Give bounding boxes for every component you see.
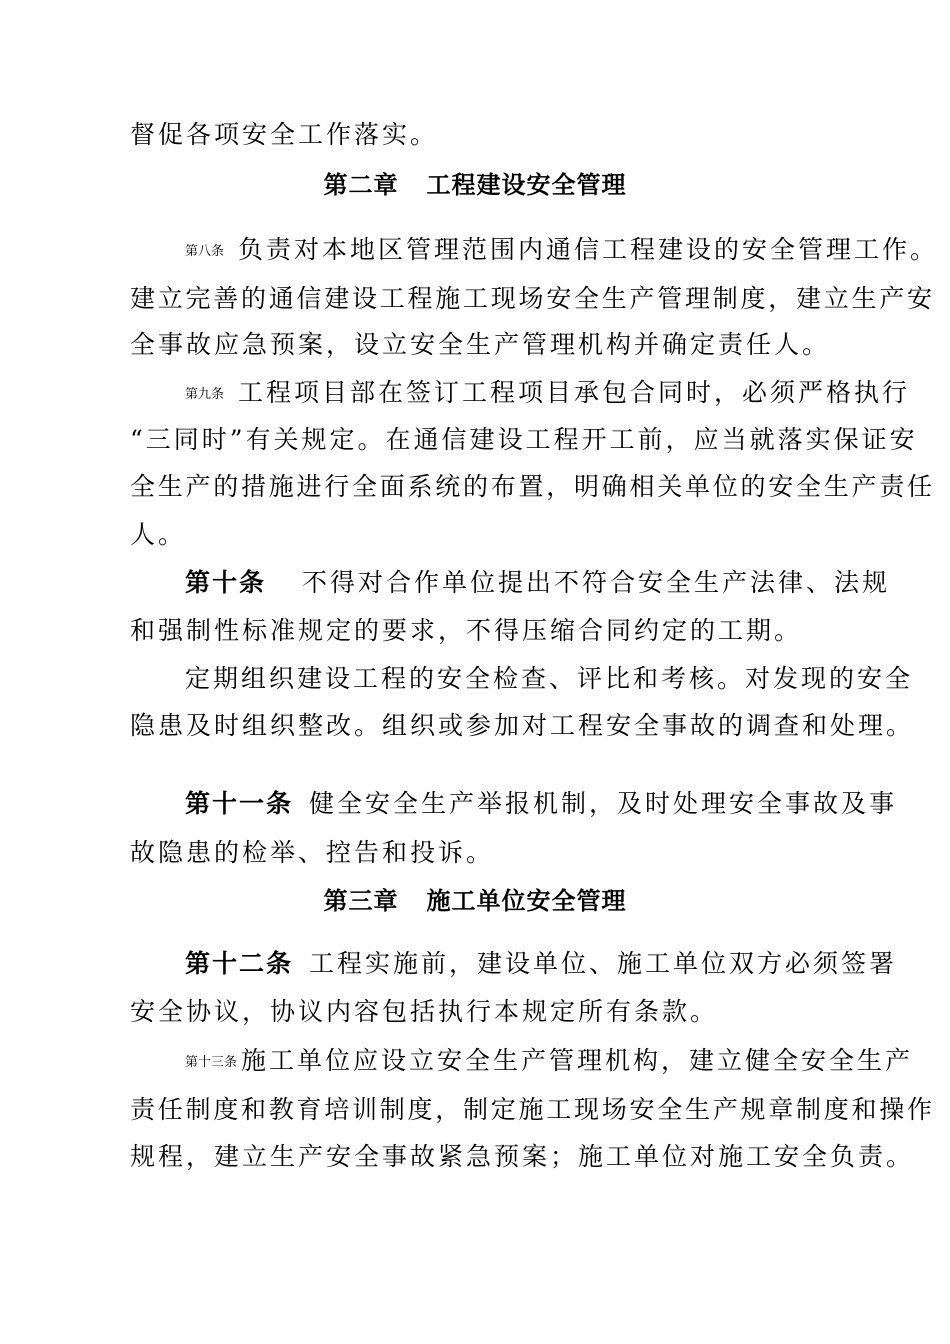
line-text: 全事故应急预案，设立安全生产管理机构并确定责任人。 <box>130 330 831 359</box>
article-label: 第十一条 <box>185 789 294 818</box>
paragraph-line <box>130 470 935 504</box>
line-text: 安全协议，协议内容包括执行本规定所有条款。 <box>130 997 719 1026</box>
paragraph-line <box>130 423 918 457</box>
article-10-line <box>185 566 890 600</box>
line-text: 督促各项安全工作落实。 <box>130 120 439 149</box>
paragraph-line <box>185 662 913 696</box>
line-text: “三同时”有关规定。在通信建设工程开工前，应当就落实保证安 <box>130 425 918 454</box>
article-label: 第八条 <box>185 244 225 259</box>
line-text: 规程，建立生产安全事故紧急预案；施工单位对施工安全负责。 <box>130 1142 915 1171</box>
chapter-number: 第二章 <box>323 170 399 199</box>
line-text: 责任制度和教育培训制度，制定施工现场安全生产规章制度和操作 <box>130 1095 935 1124</box>
article-8-line <box>185 233 938 269</box>
line-text: 人。 <box>130 520 187 549</box>
paragraph-line <box>130 995 718 1029</box>
line-text: 和强制性标准规定的要求，不得压缩合同约定的工期。 <box>130 616 803 645</box>
line-text: 建立完善的通信建设工程施工现场安全生产管理制度，建立生产安 <box>130 284 935 313</box>
line-text: 工程项目部在签订工程项目承包合同时，必须严格执行 <box>238 378 911 407</box>
chapter-three-heading <box>0 884 950 918</box>
paragraph-line <box>130 328 830 362</box>
paragraph-line <box>130 282 935 316</box>
paragraph-line <box>130 709 914 743</box>
line-text: 隐患及时组织整改。组织或参加对工程安全事故的调查和处理。 <box>130 711 915 740</box>
line-text: 全生产的措施进行全面系统的布置，明确相关单位的安全生产责任 <box>130 472 935 501</box>
paragraph-line <box>130 614 802 648</box>
line-text: 工程实施前，建设单位、施工单位双方必须签署 <box>309 949 898 978</box>
article-label: 第十二条 <box>185 949 294 978</box>
article-13-line <box>185 1044 913 1080</box>
paragraph-line <box>130 118 438 152</box>
chapter-title: 工程建设安全管理 <box>426 170 627 199</box>
article-label: 第九条 <box>185 387 225 402</box>
article-12-line <box>185 947 897 981</box>
line-text: 不得对合作单位提出不符合安全生产法律、法规 <box>302 568 891 597</box>
line-text: 故隐患的检举、控告和投诉。 <box>130 838 495 867</box>
chapter-number: 第三章 <box>323 886 399 915</box>
line-text: 定期组织建设工程的安全检查、评比和考核。对发现的安全 <box>185 664 914 693</box>
paragraph-line <box>130 1140 914 1174</box>
paragraph-line <box>130 518 186 552</box>
article-label: 第十条 <box>185 568 267 597</box>
line-text: 健全安全生产举报机制，及时处理安全事故及事 <box>309 789 898 818</box>
article-label: 第十三条 <box>185 1055 238 1070</box>
paragraph-line <box>130 1093 935 1127</box>
chapter-two-heading <box>0 168 950 202</box>
article-11-line <box>185 787 897 821</box>
article-9-line <box>185 376 910 412</box>
line-text: 负责对本地区管理范围内通信工程建设的安全管理工作。 <box>238 235 939 264</box>
line-text: 施工单位应设立安全生产管理机构，建立健全安全生产 <box>241 1046 914 1075</box>
chapter-title: 施工单位安全管理 <box>426 886 627 915</box>
paragraph-line <box>130 836 494 870</box>
